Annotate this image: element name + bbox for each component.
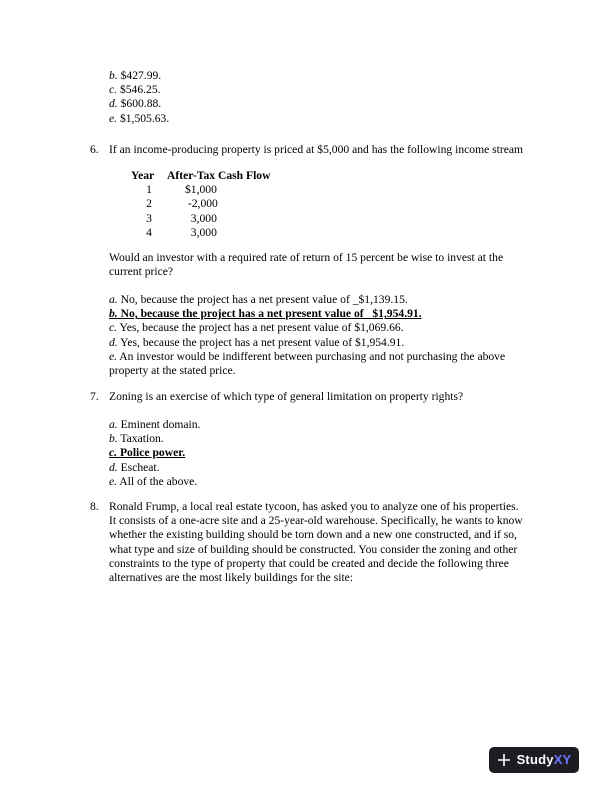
option-d: d. $600.88. bbox=[109, 97, 162, 111]
table-row bbox=[131, 226, 270, 240]
studyxy-logo[interactable] bbox=[489, 747, 579, 773]
year-cell: 1 bbox=[146, 183, 152, 197]
option-b: b. Taxation. bbox=[109, 432, 164, 446]
year-cell: 2 bbox=[146, 197, 152, 211]
question-7-text: Zoning is an exercise of which type of general limitation on property rights? bbox=[109, 390, 464, 403]
cash-flow-cell: -2,000 bbox=[185, 197, 218, 211]
option-e: e. $1,505.63. bbox=[109, 111, 170, 125]
plus-icon bbox=[497, 753, 511, 767]
year-cell: 4 bbox=[146, 225, 152, 239]
cash-flow-header: After-Tax Cash Flow bbox=[167, 169, 271, 182]
prev-question-options bbox=[109, 69, 169, 126]
cash-flow-cell: $1,000 bbox=[185, 183, 217, 197]
option-e-continued: property at the stated price. bbox=[109, 364, 236, 378]
table-header-row bbox=[131, 169, 270, 183]
option-d: d. Escheat. bbox=[109, 460, 160, 474]
table-row bbox=[131, 183, 270, 197]
cash-flow-cell: 3,000 bbox=[185, 225, 217, 239]
option-b: b. $427.99. bbox=[109, 69, 162, 82]
question-8-text: Ronald Frump, a local real estate tycoon, has asked you to analyze one of his properties. It consists of a one-acre site and a 25-year-old warehouse. Specifically, he wants to know whether the existing building should be torn down and a new one constructed, and if so, what type and size of building should be constructed. You consider the zoning and other constraints to the type of property that could be created and decide the following three alternatives are the most likely buildings for the site: bbox=[109, 500, 523, 585]
option-c: c. $546.25. bbox=[109, 83, 161, 97]
option-c: c. Yes, because the project has a net present value of $1,069.66. bbox=[109, 321, 404, 335]
table-row bbox=[131, 197, 270, 211]
option-d: d. Yes, because the project has a net present value of $1,954.91. bbox=[109, 335, 405, 349]
year-cell: 3 bbox=[146, 211, 152, 225]
brand-name: StudyXY bbox=[516, 751, 572, 767]
option-a: a. No, because the project has a net present value of _$1,139.15. bbox=[109, 293, 408, 306]
option-e: e. All of the above. bbox=[109, 474, 198, 488]
cash-flow-cell: 3,000 bbox=[185, 211, 217, 225]
table-row bbox=[131, 212, 270, 226]
option-e: e. An investor would be indifferent between purchasing and not purchasing the above bbox=[109, 349, 506, 363]
year-header: Year bbox=[131, 169, 155, 182]
question-6-options bbox=[109, 293, 505, 378]
question-6-prompt: Would an investor with a required rate of return of 15 percent be wise to invest at the current price? bbox=[109, 251, 504, 279]
question-8-number: 8. bbox=[90, 500, 99, 513]
question-7-options bbox=[109, 418, 200, 489]
option-b-correct: b. No, because the project has a net present value of $1,954.91. bbox=[109, 307, 422, 321]
question-7-number: 7. bbox=[90, 390, 99, 403]
option-c-correct: c. Police power. bbox=[109, 446, 186, 460]
question-6-text: If an income-producing property is priced at $5,000 and has the following income stream bbox=[109, 143, 524, 156]
question-6-number: 6. bbox=[90, 143, 99, 156]
option-a: a. Eminent domain. bbox=[109, 418, 201, 431]
cash-flow-table bbox=[131, 169, 270, 240]
